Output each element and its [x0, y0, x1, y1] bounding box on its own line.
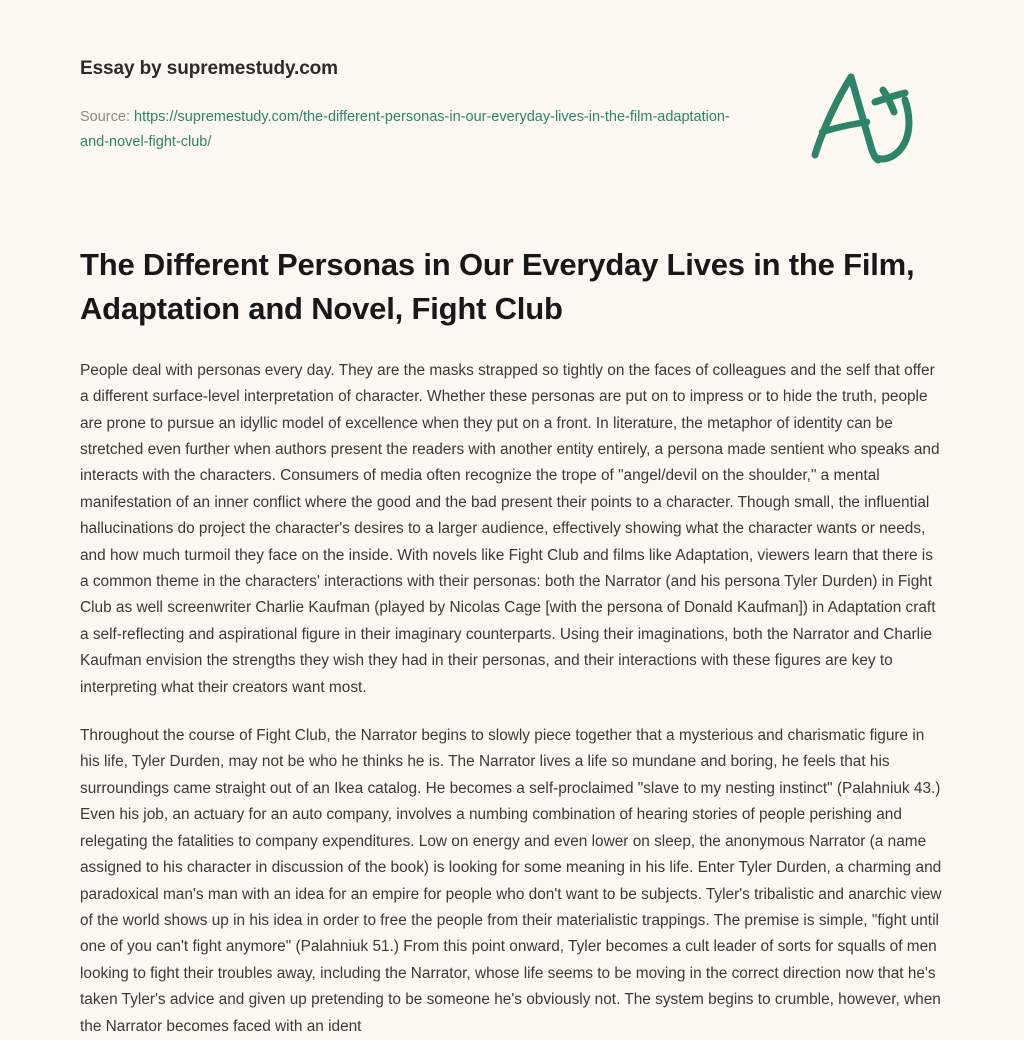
page-title: The Different Personas in Our Everyday Lives in the Film, Adaptation and Novel, Fight Club: [80, 246, 915, 326]
document-body: [80, 331, 942, 1040]
source-label: Source:: [80, 108, 134, 125]
essay-byline: Essay by supremestudy.com: [80, 58, 338, 79]
source-line: [80, 105, 740, 155]
source-url-link[interactable]: https://supremestudy.com/the-different-personas-in-our-everyday-lives-in-the-film-adaptation-and-novel-fight-club/: [80, 108, 730, 150]
paragraph: Throughout the course of Fight Club, the Narrator begins to slowly piece together that a mysterious and charismatic figure in his life, Tyler Durden, may not be who he thinks he is. The Narrator lives a life so mundane and boring, he feels that his surroundings came straight out of an Ikea catalog. He becomes a self-proclaimed "slave to my nesting instinct" (Palahniuk 43.) Even his job, an actuary for an auto company, involves a numbing combination of hearing stories of people perishing and relegating the fatalities to company expenditures. Low on energy and even lower on sleep, the anonymous Narrator (a name assigned to his character in discussion of the book) is looking for some meaning in his life. Enter Tyler Durden, a charming and paradoxical man's man with an idea for an empire for people who don't want to be subjects. Tyler's tribalistic and anarchic view of the world shows up in his idea in order to free the people from their materialistic trappings. The premise is simple, "fight until one of you can't fight anymore" (Palahniuk 51.) From this point onward, Tyler becomes a cult leader of sorts for squalls of men looking to fight their troubles away, including the Narrator, whose life seems to be moving in the correct direction now that he's taken Tyler's advice and given up pretending to be someone he's obviously not. The system begins to crumble, however, when the Narrator becomes faced with an ident: [80, 727, 942, 1035]
document-header: [80, 0, 944, 155]
a-plus-logo-icon: [801, 62, 926, 167]
paragraph: People deal with personas every day. They are the masks strapped so tightly on the faces of colleagues and the self that offer a different surface-level interpretation of character. Whether these personas are put on to impress or to hide the truth, people are prone to pursue an idyllic model of excellence when they put on a front. In literature, the metaphor of identity can be stretched even further when authors present the readers with another entity entirely, a persona made sentient who speaks and interacts with the characters. Consumers of media often recognize the trope of "angel/devil on the shoulder," a mental manifestation of an inner conflict where the good and the bad present their points to a character. Though small, the influential hallucinations do project the character's desires to a larger audience, effectively showing what the character wants or needs, and how much turmoil they face on the inside. With novels like Fight Club and films like Adaptation, viewers learn that there is a common theme in the characters' interactions with their personas: both the Narrator (and his persona Tyler Durden) in Fight Club as well screenwriter Charlie Kaufman (played by Nicolas Cage [with the persona of Donald Kaufman]) in Adaptation craft a self-reflecting and aspirational figure in their imaginary counterparts. Using their imaginations, both the Narrator and Charlie Kaufman envision the strengths they wish they had in their personas, and their interactions with these figures are key to interpreting what their creators want most.: [80, 361, 940, 696]
